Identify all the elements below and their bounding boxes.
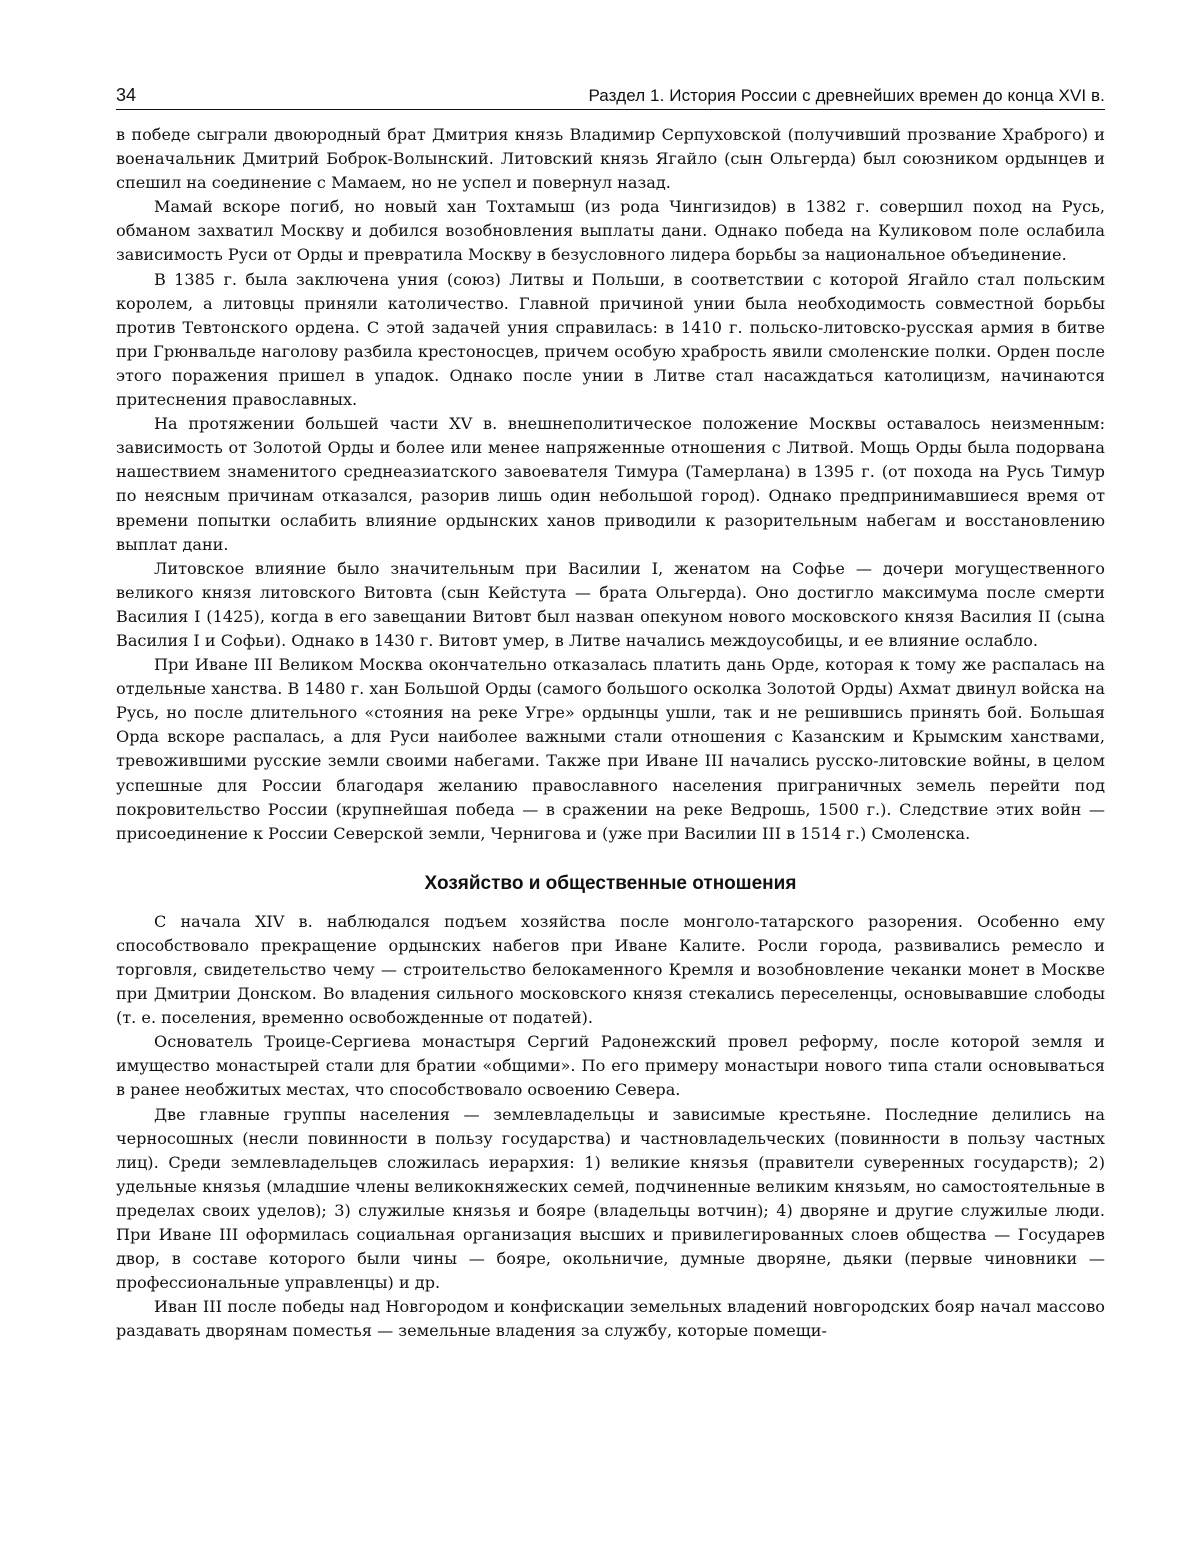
paragraph: Литовское влияние было значительным при Василии I, женатом на Софье — дочери могущественного великого князя литовского Витовта (сын Кейстута — брата Ольгерда). Оно достигло максимума после смерти Василия I (1425), когда в его завещании Витовт был назван опекуном нового московского князя Василия II (сына Василия I и Софьи). Однако в 1430 г. Витовт умер, в Литве начались междоусобицы, и ее влияние ослабло. [116,558,1105,650]
paragraph: На протяжении большей части XV в. внешнеполитическое положение Москвы оставалось неизменным: зависимость от Золотой Орды и более или менее напряженные отношения с Литвой. Мощь Орды была подорвана нашествием знаменитого среднеазиатского завоевателя Тимура (Тамерлана) в 1395 г. (от похода на Русь Тимур по неясным причинам отказался, разорив лишь один небольшой город). Однако предпринимавшиеся время от времени попытки ослабить влияние ордынских ханов приводили к разорительным набегам и восстановлению выплат дани. [116,414,1105,554]
paragraph: Иван III после победы над Новгородом и конфискации земельных владений новгородских бояр начал массово раздавать дворянам поместья — земельные владения за службу, которые помещи- [116,1297,1105,1341]
paragraph: При Иване III Великом Москва окончательно отказалась платить дань Орде, которая к тому же распалась на отдельные ханства. В 1480 г. хан Большой Орды (самого большого осколка Золотой Орды) Ахмат двинул войска на Русь, но после длительного «стояния на реке Угре» ордынцы ушли, так и не решившись принять бой. Большая Орда вскоре распалась, а для Руси наиболее важными стали отношения с Казанским и Крымским ханствами, тревожившими русские земли своими набегами. Также при Иване III начались русско-литовские войны, в целом успешные для России благодаря желанию православного населения приграничных земель перейти под покровительство России (крупнейшая победа — в сражении на реке Ведрошь, 1500 г.). Следствие этих войн — присоединение к России Северской земли, Чернигова и (уже при Василии III в 1514 г.) Смоленска. [116,655,1105,843]
book-page [116,84,1105,1344]
body-text [116,123,1105,1344]
running-header [116,84,1105,110]
paragraph: С начала XIV в. наблюдался подъем хозяйства после монголо-татарского разорения. Особенно ему способствовало прекращение ордынских набегов при Иване Калите. Росли города, развивались ремесло и торговля, свидетельство чему — строительство белокаменного Кремля и возобновление чеканки монет в Москве при Дмитрии Донском. Во владения сильного московского князя стекались переселенцы, основывавшие слободы (т. е. поселения, временно освобожденные от податей). [116,911,1105,1028]
paragraph: Две главные группы населения — землевладельцы и зависимые крестьяне. Последние делились на черносошных (несли повинности в пользу государства) и частновладельческих (повинности в пользу частных лиц). Среди землевладельцев сложилась иерархия: 1) великие князья (правители суверенных государств); 2) удельные князья (младшие члены великокняжеских семей, подчиненные великим князьям, но самостоятельные в пределах своих уделов); 3) служилые князья и бояре (владельцы вотчин); 4) дворяне и другие служилые люди. При Иване III оформилась социальная организация высших и привилегированных слоев общества — Государев двор, в составе которого были чины — бояре, окольничие, думные дворяне, дьяки (первые чиновники — профессиональные управленцы) и др. [116,1104,1105,1293]
paragraph: в победе сыграли двоюродный брат Дмитрия князь Владимир Серпуховской (получивший прозвание Храброго) и военачальник Дмитрий Боброк-Волынский. Литовский князь Ягайло (сын Ольгерда) был союзником ордынцев и спешил на соединение с Мамаем, но не успел и повернул назад. [116,125,1105,193]
paragraph: Основатель Троице-Сергиева монастыря Сергий Радонежский провел реформу, после которой земля и имущество монастырей стали для братии «общими». По его примеру монастыри нового типа стали основываться в ранее необжитых местах, что способствовало освоению Севера. [116,1032,1105,1100]
section-title: Раздел 1. История России с древнейших времен до конца XVI в. [588,86,1105,105]
paragraph: В 1385 г. была заключена уния (союз) Литвы и Польши, в соответствии с которой Ягайло стал польским королем, а литовцы приняли католичество. Главной причиной унии была необходимость совместной борьбы против Тевтонского ордена. С этой задачей уния справилась: в 1410 г. польско-литовско-русская армия в битве при Грюнвальде наголову разбила крестоносцев, причем особую храбрость явили смоленские полки. Орден после этого поражения пришел в упадок. Однако после унии в Литве стал насаждаться католицизм, начинаются притеснения православных. [116,269,1105,410]
page-number: 34 [116,85,137,105]
paragraph: Мамай вскоре погиб, но новый хан Тохтамыш (из рода Чингизидов) в 1382 г. совершил поход на Русь, обманом захватил Москву и добился возобновления выплаты дани. Однако победа на Куликовом поле ослабила зависимость Руси от Орды и превратила Москву в безусловного лидера борьбы за национальное объединение. [116,197,1105,265]
section-subheading: Хозяйство и общественные отношения [424,872,797,894]
